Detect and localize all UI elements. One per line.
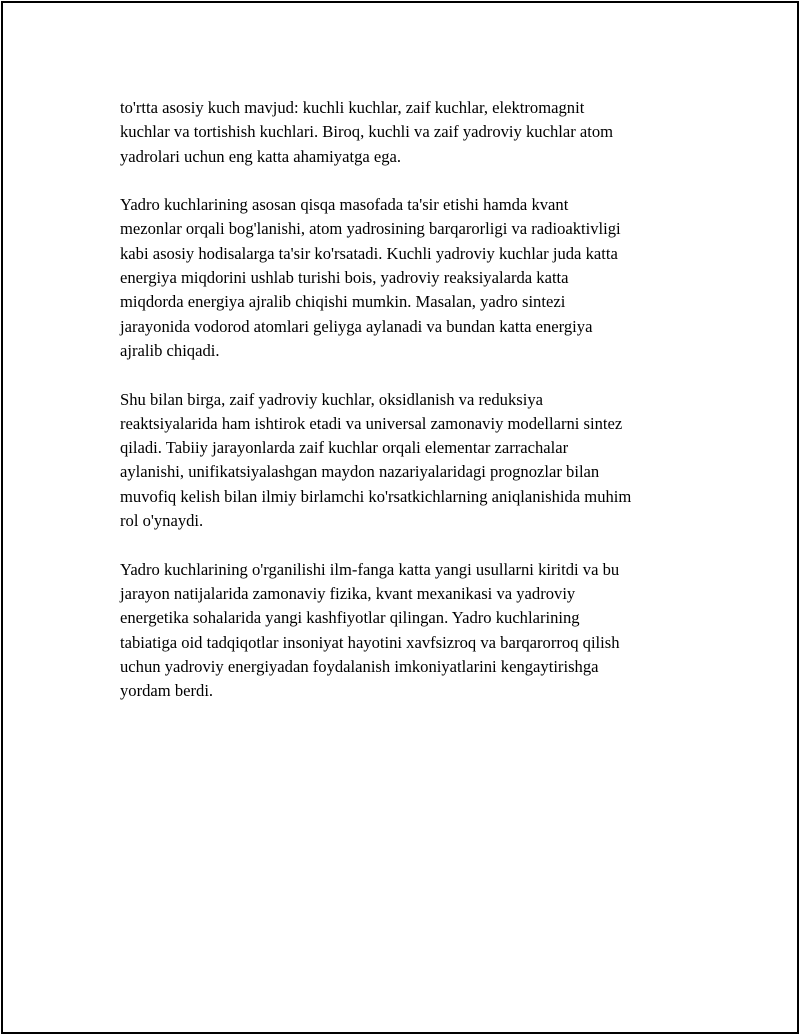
document-body	[120, 96, 695, 728]
text-line: Yadro kuchlarining asosan qisqa masofada ta'sir etishi hamda kvant	[120, 195, 569, 215]
paragraph-2	[120, 193, 695, 363]
text-line: Yadro kuchlarining o'rganilishi ilm-fanga katta yangi usullarni kiritdi va bu	[120, 559, 620, 579]
text-line: ajralib chiqadi.	[120, 340, 220, 360]
text-line: kabi asosiy hodisalarga ta'sir ko'rsatadi. Kuchli yadroviy kuchlar juda katta	[120, 243, 618, 263]
paragraph-4	[120, 558, 695, 704]
text-line: tabiatiga oid tadqiqotlar insoniyat hayotini xavfsizroq va barqarorroq qilish	[120, 632, 620, 652]
text-line: energetika sohalarida yangi kashfiyotlar qilingan. Yadro kuchlarining	[120, 608, 580, 628]
text-line: uchun yadroviy energiyadan foydalanish imkoniyatlarini kengaytirishga	[120, 656, 599, 676]
text-line: jarayonida vodorod atomlari geliyga aylanadi va bundan katta energiya	[120, 316, 593, 336]
text-line: Shu bilan birga, zaif yadroviy kuchlar, oksidlanish va reduksiya	[120, 389, 543, 409]
text-line: to'rtta asosiy kuch mavjud: kuchli kuchlar, zaif kuchlar, elektromagnit	[120, 98, 585, 117]
text-line: yordam berdi.	[120, 681, 214, 701]
text-line: jarayon natijalarida zamonaviy fizika, kvant mexanikasi va yadroviy	[120, 583, 576, 603]
text-line: energiya miqdorini ushlab turishi bois, yadroviy reaksiyalarda katta	[120, 268, 569, 288]
text-line: qiladi. Tabiiy jarayonlarda zaif kuchlar orqali elementar zarrachalar	[120, 438, 569, 458]
paragraph-1	[120, 96, 695, 169]
text-line: yadrolari uchun eng katta ahamiyatga ega.	[120, 146, 402, 166]
text-line: mezonlar orqali bog'lanishi, atom yadrosining barqarorligi va radioaktivligi	[120, 219, 621, 239]
text-line: miqdorda energiya ajralib chiqishi mumkin. Masalan, yadro sintezi	[120, 292, 566, 312]
paragraph-3	[120, 388, 695, 534]
text-line: kuchlar va tortishish kuchlari. Biroq, kuchli va zaif yadroviy kuchlar atom	[120, 122, 614, 142]
text-line: reaktsiyalarida ham ishtirok etadi va universal zamonaviy modellarni sintez	[120, 413, 623, 433]
text-line: rol o'ynaydi.	[120, 511, 204, 531]
page-frame	[1, 1, 799, 1034]
text-line: aylanishi, unifikatsiyalashgan maydon nazariyalaridagi prognozlar bilan	[120, 462, 600, 482]
text-line: muvofiq kelish bilan ilmiy birlamchi ko'rsatkichlarning aniqlanishida muhim	[120, 486, 632, 506]
